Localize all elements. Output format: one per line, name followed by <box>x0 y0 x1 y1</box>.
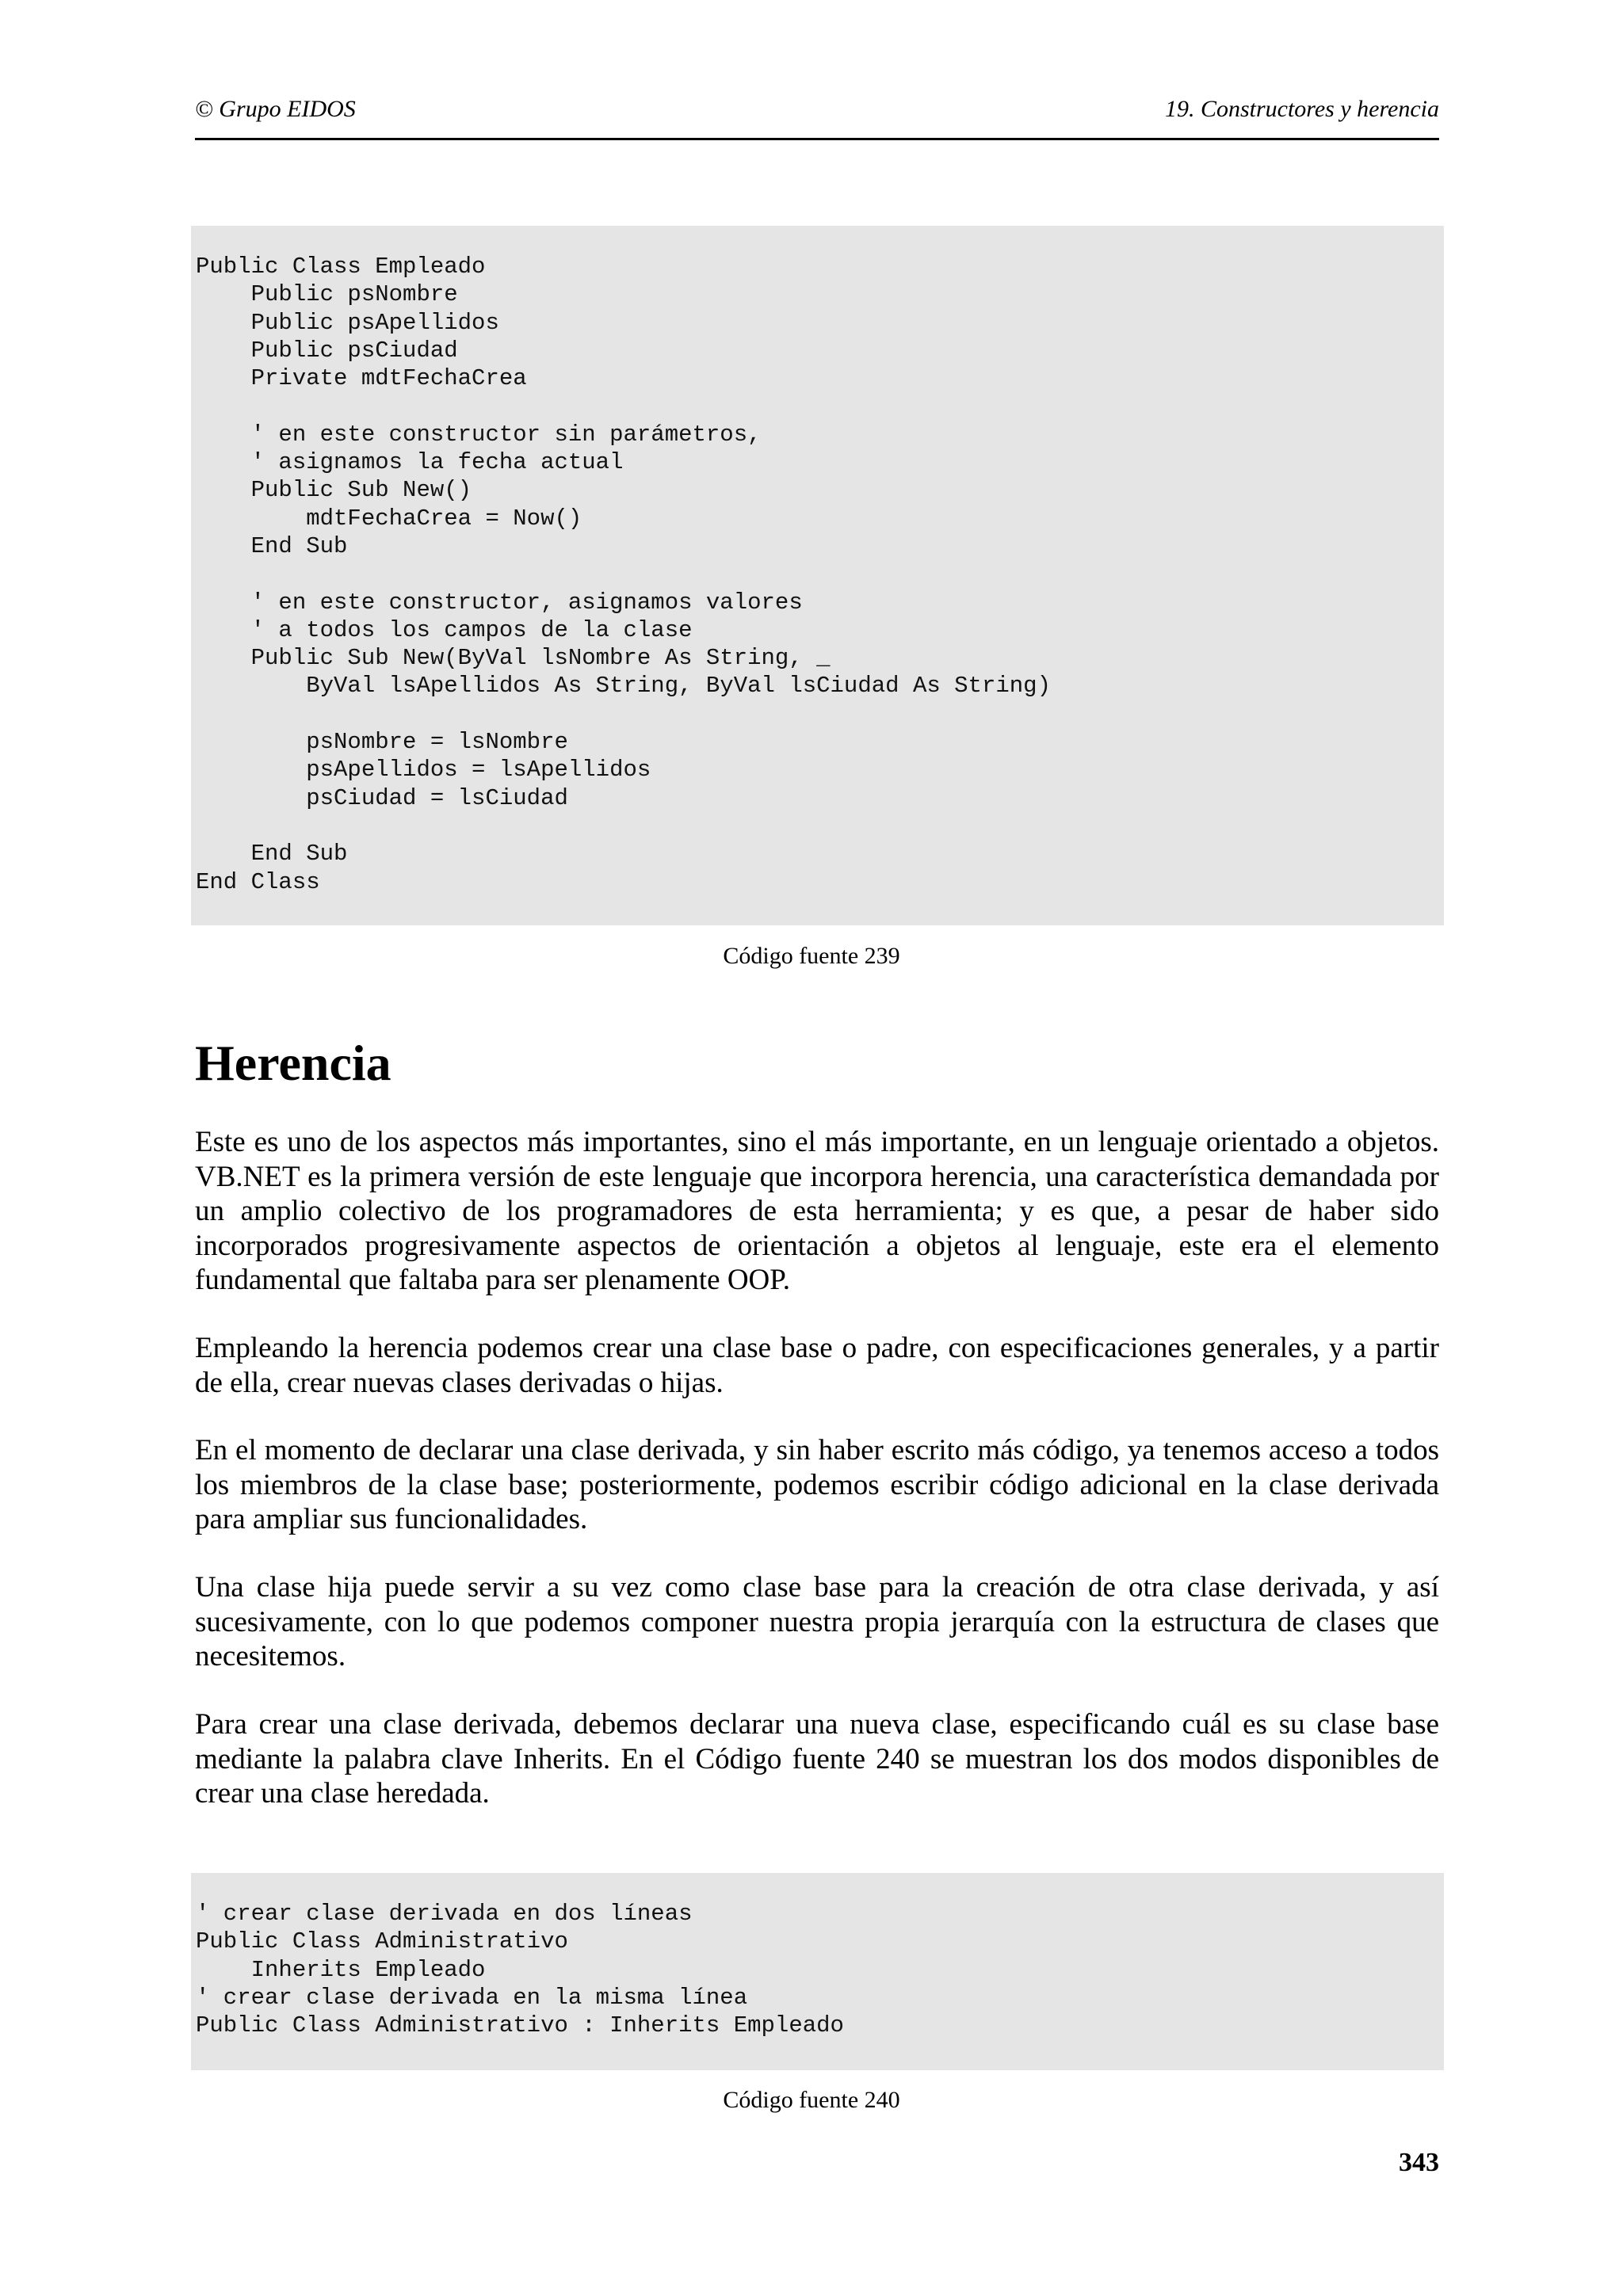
header-publisher: © Grupo EIDOS <box>195 96 356 122</box>
code-caption-2: Código fuente 240 <box>723 2087 900 2113</box>
code-block-2 <box>191 1873 1444 2070</box>
paragraph-5: Para crear una clase derivada, debemos declarar una nueva clase, especificando cuál es su clase base mediante la palabra clave Inherits. En el Código fuente 240 se muestran los dos modos disponibles de crear una clase heredada. <box>195 1708 1439 1810</box>
paragraph-1: Este es uno de los aspectos más importantes, sino el más importante, en un lenguaje orientado a objetos. VB.NET es la primera versión de este lenguaje que incorpora herencia, una característica demandada por un amplio colectivo de los programadores de esta herramienta; y es que, a pesar de haber sido incorporados progresivamente aspectos de orientación a objetos al lenguaje, este era el elemento fundamental que faltaba para ser plenamente OOP. <box>195 1126 1439 1296</box>
page-number: 343 <box>1399 2148 1439 2177</box>
code-caption-1: Código fuente 239 <box>723 943 900 969</box>
code-block-1 <box>191 226 1444 925</box>
header-divider <box>195 138 1439 140</box>
code-listing-1: Public Class Empleado Public psNombre Public psApellidos Public psCiudad Private mdtFechaCrea ' en este constructor sin parámetros, ' asignamos la fecha actual Public Sub New() mdtFechaCrea = Now() End Sub ' en este constructor, asignamos valores ' a todos los campos de la clase Public Sub New(ByVal lsNombre As String, _ ByVal lsApellidos As String, ByVal lsCiudad As String) psNombre = lsNombre psApellidos = lsApellidos psCiudad = lsCiudad End Sub End Class <box>196 254 1051 895</box>
paragraph-3: En el momento de declarar una clase derivada, y sin haber escrito más código, ya tenemos acceso a todos los miembros de la clase base; posteriormente, podemos escribir código adicional en la clase derivada para ampliar sus funcionalidades. <box>195 1434 1439 1535</box>
header-chapter-title: 19. Constructores y herencia <box>1164 96 1439 122</box>
paragraph-4: Una clase hija puede servir a su vez como clase base para la creación de otra clase derivada, y así sucesivamente, con lo que podemos componer nuestra propia jerarquía con la estructura de clases que necesitemos. <box>195 1571 1439 1672</box>
section-heading: Herencia <box>195 1035 391 1091</box>
paragraph-2: Empleando la herencia podemos crear una clase base o padre, con especificaciones generales, y a partir de ella, crear nuevas clases derivadas o hijas. <box>195 1332 1439 1399</box>
code-listing-2: ' crear clase derivada en dos líneas Public Class Administrativo Inherits Empleado ' crear clase derivada en la misma línea Public Class Administrativo : Inherits Empleado <box>196 1901 844 2039</box>
